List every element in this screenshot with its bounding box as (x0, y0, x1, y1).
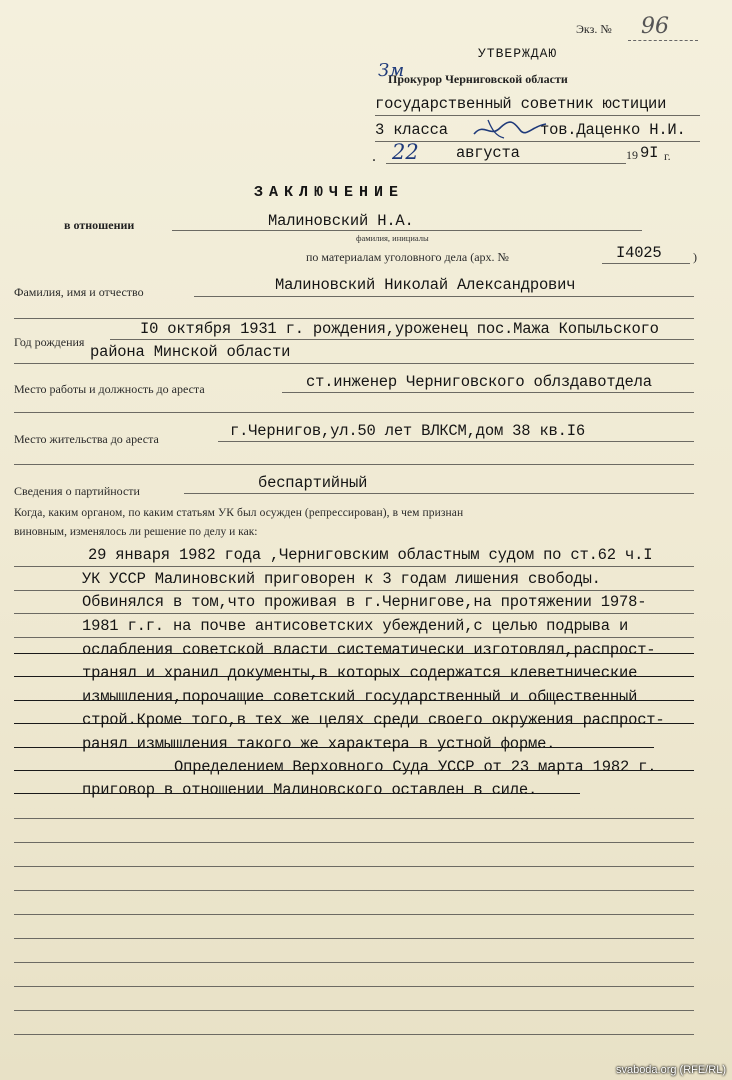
copy-number: 96 (641, 14, 669, 39)
birth-label: Год рождения (14, 335, 85, 349)
rank-line-1: государственный советник юстиции (375, 95, 667, 113)
date-month: августа (456, 144, 520, 162)
date-day: 22 (392, 140, 419, 164)
body-line: строй.Кроме того,в тех же целях среди своего окружения распрост- (82, 711, 665, 729)
birth-value-1: I0 октября 1931 г. рождения,уроженец пос.Мажа Копыльского (140, 320, 659, 338)
body-line: измышления,порочащие советский государственный и общественный (82, 688, 638, 706)
work-value: ст.инженер Черниговского облздавотдела (306, 373, 652, 391)
body-line: ранял измышления такого же характера в устной форме. (82, 735, 556, 753)
body-line: Определением Верховного Суда УССР от 23 марта 1982 г. (174, 758, 657, 776)
date-year-suffix: г. (664, 149, 671, 163)
body-line: Обвинялся в том,что проживая в г.Чернигове,на протяжении 1978- (82, 593, 647, 611)
body-line: 29 января 1982 года ,Черниговским областным судом по ст.62 ч.I (88, 546, 653, 564)
watermark: svaboda.org (RFE/RL) (615, 1064, 726, 1076)
subject-value: Малиновский Н.А. (268, 212, 414, 230)
prosecutor-title: Прокурор Черниговской области (388, 72, 568, 86)
date-year-typed: 9I (640, 144, 659, 162)
body-line: УК УССР Малиновский приговорен к 3 годам лишения свободы. (82, 570, 601, 588)
residence-value: г.Чернигов,ул.50 лет ВЛКСМ,дом 38 кв.I6 (230, 422, 585, 440)
body-line: транял и хранил документы,в которых содержатся клеветнические (82, 664, 638, 682)
question-line-1: Когда, каким органом, по каким статьям УК был осужден (репрессирован), в чем признан (14, 507, 464, 519)
rank-line-2: 3 класса (375, 121, 448, 139)
work-label: Место работы и должность до ареста (14, 382, 205, 396)
copy-label: Экз. № (576, 22, 612, 36)
document-page: Экз. № 96 УТВЕРЖДАЮ Прокурор Черниговской области Зм государственный советник юстиции 3 класса тов.Даценко Н.И. . 22 августа 19 9I г. ЗАКЛЮЧЕНИЕ в отношении Малиновский Н.А. фамилия, инициалы по материалам уголовного дела (арх. № I4025 ) Фамилия, имя и отчество Малиновский Николай Александрович Год рождения I0 октября 1931 г. рождения,уроженец пос.Мажа Копыльского района Минской области Место работы и должность до ареста ст.инженер Черниговского облздавотдела Место жительства до ареста г.Чернигов,ул.50 лет ВЛКСМ,дом 38 кв.I6 Сведения о партийности беспартийный Когда, каким органом, по каким статьям УК был осужден (репрессирован), в чем признан виновным, изменялось ли решение по делу и как: 29 января 1982 года ,Черниговским областным судом по ст.62 ч.I УК УССР Малиновский приговорен к 3 годам лишения свободы. Обвинялся в том,что проживая в г.Чернигове,на протяжении 1978- 1981 г.г. на почве антисоветских убеждений,с целью подрыва и ослабления советской власти систематически изготовлял,распрост- транял и хранил документы,в которых содержатся клеветнические измышления,порочащие советский государственный и общественный строй.Кроме того,в тех же целях среди своего окружения распрост- ранял измышления такого же характера в устной форме. Определением Верховного Суда УССР от 23 марта 1982 г. приговор в отношении Малиновского оставлен в силе. svaboda.org (RFE/RL) (0, 0, 732, 1080)
case-number: I4025 (616, 244, 662, 262)
party-value: беспартийный (258, 474, 368, 492)
case-label: по материалам уголовного дела (арх. № (306, 250, 509, 264)
subject-caption: фамилия, инициалы (356, 233, 429, 243)
case-close: ) (693, 250, 697, 264)
question-line-2: виновным, изменялось ли решение по делу и как: (14, 526, 258, 538)
fio-label: Фамилия, имя и отчество (14, 285, 144, 299)
body-line: приговор в отношении Малиновского оставлен в силе. (82, 781, 538, 799)
handwritten-initial: Зм (378, 60, 405, 81)
body-line: 1981 г.г. на почве антисоветских убеждений,с целью подрыва и (82, 617, 629, 635)
signature-image (470, 116, 550, 142)
birth-value-2: района Минской области (90, 343, 291, 361)
subject-label: в отношении (64, 218, 135, 232)
body-line: ослабления советской власти систематически изготовлял,распрост- (82, 641, 656, 659)
date-year-prefix: 19 (626, 148, 638, 162)
party-label: Сведения о партийности (14, 484, 140, 498)
document-title: ЗАКЛЮЧЕНИЕ (254, 184, 405, 201)
approve-heading: УТВЕРЖДАЮ (478, 46, 558, 61)
residence-label: Место жительства до ареста (14, 432, 159, 446)
signer-name: тов.Даценко Н.И. (540, 121, 686, 139)
fio-value: Малиновский Николай Александрович (275, 276, 576, 294)
